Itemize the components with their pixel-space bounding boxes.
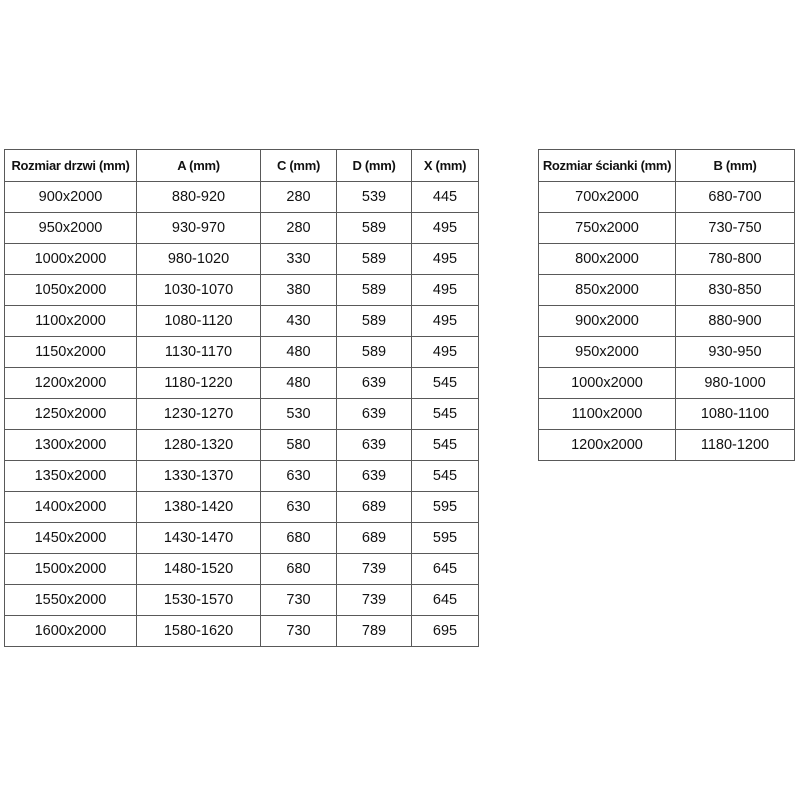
- table-row: [5, 430, 479, 461]
- wall-table-cell: 1180-1200: [676, 430, 795, 461]
- wall-sizes-table: [538, 149, 795, 461]
- wall-table-cell: 880-900: [676, 306, 795, 337]
- door-table-cell: 589: [337, 244, 412, 275]
- door-table-cell: 680: [261, 523, 337, 554]
- door-table-cell: 495: [412, 244, 479, 275]
- door-table-cell: 639: [337, 399, 412, 430]
- door-table-cell: 1150x2000: [5, 337, 137, 368]
- door-table-cell: 580: [261, 430, 337, 461]
- door-table-cell: 545: [412, 368, 479, 399]
- door-table-cell: 630: [261, 461, 337, 492]
- wall-table-header: B (mm): [676, 150, 795, 182]
- table-row: [539, 399, 795, 430]
- door-table-cell: 495: [412, 337, 479, 368]
- door-table-cell: 900x2000: [5, 182, 137, 213]
- door-table-cell: 1000x2000: [5, 244, 137, 275]
- wall-table-cell: 1100x2000: [539, 399, 676, 430]
- door-table-header: A (mm): [137, 150, 261, 182]
- door-table-cell: 730: [261, 616, 337, 647]
- door-table-cell: 645: [412, 554, 479, 585]
- table-row: [539, 430, 795, 461]
- wall-table-header: Rozmiar ścianki (mm): [539, 150, 676, 182]
- wall-table-cell: 950x2000: [539, 337, 676, 368]
- door-table-cell: 950x2000: [5, 213, 137, 244]
- door-table-cell: 639: [337, 461, 412, 492]
- door-table-cell: 1430-1470: [137, 523, 261, 554]
- table-row: [5, 275, 479, 306]
- door-table-cell: 1530-1570: [137, 585, 261, 616]
- door-table-cell: 480: [261, 368, 337, 399]
- door-sizes-table: [4, 149, 479, 647]
- door-table-cell: 1350x2000: [5, 461, 137, 492]
- door-table-cell: 1400x2000: [5, 492, 137, 523]
- wall-table-cell: 900x2000: [539, 306, 676, 337]
- door-table-cell: 280: [261, 213, 337, 244]
- table-row: [539, 306, 795, 337]
- table-row: [539, 244, 795, 275]
- door-table-cell: 589: [337, 275, 412, 306]
- table-row: [5, 182, 479, 213]
- wall-table-cell: 830-850: [676, 275, 795, 306]
- table-row: [539, 213, 795, 244]
- door-table-cell: 1030-1070: [137, 275, 261, 306]
- door-table-cell: 445: [412, 182, 479, 213]
- door-table-cell: 1450x2000: [5, 523, 137, 554]
- door-table-cell: 739: [337, 554, 412, 585]
- door-table-cell: 880-920: [137, 182, 261, 213]
- door-table-cell: 539: [337, 182, 412, 213]
- wall-table-cell: 930-950: [676, 337, 795, 368]
- door-table-cell: 589: [337, 213, 412, 244]
- door-table-cell: 545: [412, 430, 479, 461]
- table-row: [539, 337, 795, 368]
- door-table-cell: 680: [261, 554, 337, 585]
- table-row: [5, 213, 479, 244]
- table-row: [5, 306, 479, 337]
- door-table-cell: 1050x2000: [5, 275, 137, 306]
- door-table-cell: 1200x2000: [5, 368, 137, 399]
- door-table-cell: 589: [337, 337, 412, 368]
- door-table-cell: 1380-1420: [137, 492, 261, 523]
- door-table-cell: 480: [261, 337, 337, 368]
- wall-table-cell: 1200x2000: [539, 430, 676, 461]
- door-table-cell: 1100x2000: [5, 306, 137, 337]
- door-table-cell: 1180-1220: [137, 368, 261, 399]
- table-row: [5, 523, 479, 554]
- door-table-cell: 639: [337, 368, 412, 399]
- door-table-cell: 739: [337, 585, 412, 616]
- table-row: [5, 244, 479, 275]
- table-row: [539, 368, 795, 399]
- door-table-cell: 1280-1320: [137, 430, 261, 461]
- table-row: [5, 461, 479, 492]
- table-row: [5, 492, 479, 523]
- door-table-cell: 980-1020: [137, 244, 261, 275]
- door-table-cell: 1130-1170: [137, 337, 261, 368]
- door-table-cell: 1230-1270: [137, 399, 261, 430]
- door-table-cell: 689: [337, 492, 412, 523]
- door-table-cell: 545: [412, 399, 479, 430]
- door-table-cell: 380: [261, 275, 337, 306]
- door-table-header: X (mm): [412, 150, 479, 182]
- table-row: [5, 399, 479, 430]
- door-table-cell: 639: [337, 430, 412, 461]
- door-table-cell: 930-970: [137, 213, 261, 244]
- door-table-cell: 495: [412, 275, 479, 306]
- door-table-header: C (mm): [261, 150, 337, 182]
- door-table-cell: 695: [412, 616, 479, 647]
- door-table-cell: 330: [261, 244, 337, 275]
- wall-table-cell: 800x2000: [539, 244, 676, 275]
- door-table-cell: 789: [337, 616, 412, 647]
- door-table-cell: 589: [337, 306, 412, 337]
- wall-table-header-row: [539, 150, 795, 182]
- door-table-cell: 430: [261, 306, 337, 337]
- door-table-cell: 1550x2000: [5, 585, 137, 616]
- door-table-cell: 1600x2000: [5, 616, 137, 647]
- wall-table-cell: 850x2000: [539, 275, 676, 306]
- door-table-cell: 1080-1120: [137, 306, 261, 337]
- wall-table-cell: 750x2000: [539, 213, 676, 244]
- wall-table-cell: 680-700: [676, 182, 795, 213]
- table-row: [5, 337, 479, 368]
- door-table-cell: 1500x2000: [5, 554, 137, 585]
- door-table-cell: 595: [412, 492, 479, 523]
- table-row: [5, 616, 479, 647]
- table-row: [5, 368, 479, 399]
- door-table-cell: 495: [412, 213, 479, 244]
- door-table-header: Rozmiar drzwi (mm): [5, 150, 137, 182]
- table-row: [5, 554, 479, 585]
- wall-table-cell: 980-1000: [676, 368, 795, 399]
- table-row: [539, 182, 795, 213]
- door-table-cell: 595: [412, 523, 479, 554]
- door-table-header-row: [5, 150, 479, 182]
- door-table-cell: 1480-1520: [137, 554, 261, 585]
- door-table-cell: 280: [261, 182, 337, 213]
- wall-table-cell: 1000x2000: [539, 368, 676, 399]
- door-table-cell: 545: [412, 461, 479, 492]
- door-table-cell: 645: [412, 585, 479, 616]
- table-row: [539, 275, 795, 306]
- door-table-cell: 630: [261, 492, 337, 523]
- wall-table-cell: 700x2000: [539, 182, 676, 213]
- door-table-cell: 495: [412, 306, 479, 337]
- wall-table-cell: 780-800: [676, 244, 795, 275]
- door-table-cell: 730: [261, 585, 337, 616]
- door-table-cell: 530: [261, 399, 337, 430]
- door-table-header: D (mm): [337, 150, 412, 182]
- table-row: [5, 585, 479, 616]
- door-table-cell: 1250x2000: [5, 399, 137, 430]
- door-table-cell: 1580-1620: [137, 616, 261, 647]
- wall-table-cell: 1080-1100: [676, 399, 795, 430]
- door-table-cell: 1300x2000: [5, 430, 137, 461]
- door-table-cell: 689: [337, 523, 412, 554]
- door-table-cell: 1330-1370: [137, 461, 261, 492]
- wall-table-cell: 730-750: [676, 213, 795, 244]
